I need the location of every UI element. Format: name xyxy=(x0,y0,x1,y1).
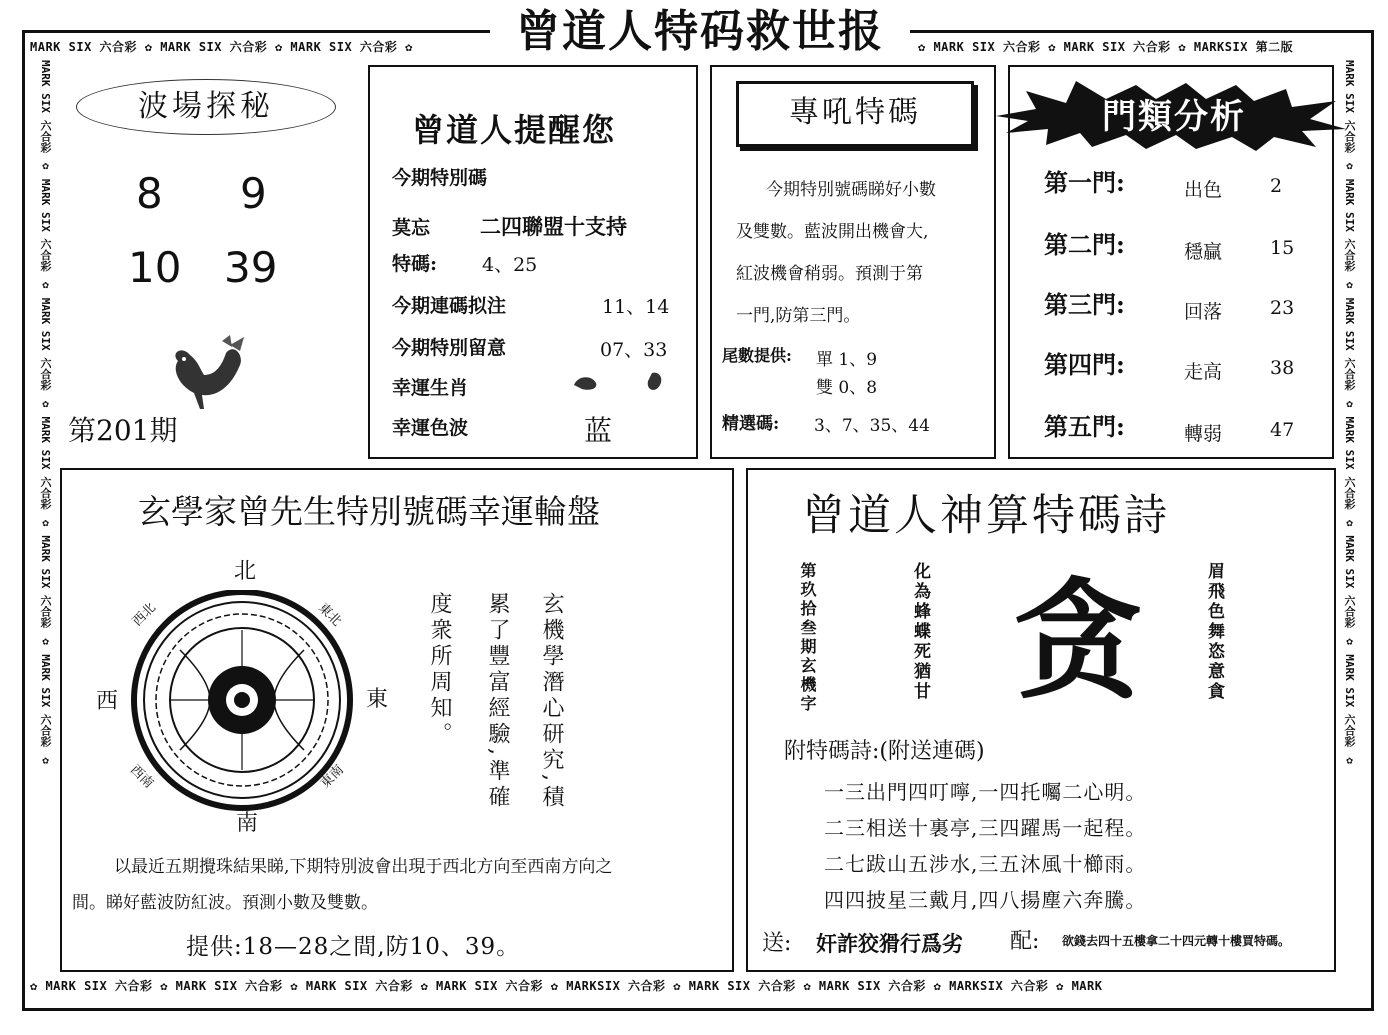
door-num-2: 15 xyxy=(1270,237,1295,259)
reminder-value-2: 二四聯盟十支持 xyxy=(480,214,627,239)
door-word-5: 轉弱 xyxy=(1184,423,1223,445)
rooster-icon xyxy=(160,335,250,420)
door-label-3: 第三門: xyxy=(1044,290,1125,319)
door-label-1: 第一門: xyxy=(1044,168,1125,197)
poem-line-3: 二七跋山五涉水,三五沐風十櫛雨。 xyxy=(824,852,1147,876)
number-9: 9 xyxy=(240,169,267,218)
reminder-value-4: 11、14 xyxy=(602,296,670,318)
special-code-line-3: 紅波機會稍弱。預測于第 xyxy=(736,264,923,284)
door-label-2: 第二門: xyxy=(1044,230,1125,259)
pei-text: 欲錢去四十五樓拿二十四元轉十樓買特碼。 xyxy=(1062,934,1291,948)
reminder-label-7: 幸運色波 xyxy=(392,417,469,439)
wheel-text-col-2: 累了豐富經驗,準確 xyxy=(485,592,510,811)
door-word-2: 穩贏 xyxy=(1184,241,1223,263)
right-border-band: MARK SIX 六合彩 ✿ MARK SIX 六合彩 ✿ MARK SIX 六合彩 ✿ MARK SIX 六合彩 ✿ MARK SIX 六合彩 ✿ MARK SIX 六合彩 ✿ xyxy=(1343,60,1356,767)
reminder-label-6: 幸運生肖 xyxy=(392,377,469,399)
door-num-5: 47 xyxy=(1270,419,1295,441)
poem-line-2: 二三相送十裏亭,三四躍馬一起程。 xyxy=(824,816,1147,840)
direction-west: 西 xyxy=(96,689,119,714)
poem-panel xyxy=(746,468,1336,972)
door-num-4: 38 xyxy=(1270,357,1295,379)
number-39: 39 xyxy=(224,243,278,292)
door-num-1: 2 xyxy=(1270,175,1283,197)
direction-north: 北 xyxy=(234,559,257,584)
number-8: 8 xyxy=(136,169,163,218)
door-label-4: 第四門: xyxy=(1044,350,1125,379)
reminder-label-5: 今期特別留意 xyxy=(392,337,507,359)
poem-vertical-col-3: 眉飛色舞恣意貪 xyxy=(1204,562,1224,702)
door-word-3: 回落 xyxy=(1184,301,1223,323)
lucky-wheel-title: 玄學家曾先生特別號碼幸運輪盤 xyxy=(138,492,600,531)
special-code-line-2: 及雙數。藍波開出機會大, xyxy=(736,222,929,242)
tail-number-label: 尾數提供: xyxy=(722,346,792,365)
send-label: 送: xyxy=(762,931,792,956)
door-analysis-panel xyxy=(1008,65,1334,459)
direction-southwest: 西南 xyxy=(127,762,157,792)
door-word-1: 出色 xyxy=(1184,179,1223,201)
door-analysis-title: 門類分析 xyxy=(1102,97,1246,137)
direction-southeast: 東南 xyxy=(317,762,347,792)
picks-value: 3、7、35、44 xyxy=(814,416,930,436)
wheel-text-col-1: 玄機學潛心研究,積 xyxy=(539,592,564,811)
wheel-desc-line-2: 間。睇好藍波防紅波。預測小數及雙數。 xyxy=(72,893,378,913)
direction-northeast: 東北 xyxy=(315,600,345,630)
door-num-3: 23 xyxy=(1270,297,1295,319)
wheel-text-col-3: 度衆所周知。 xyxy=(427,592,452,748)
lucky-wheel-panel xyxy=(60,468,734,972)
reminder-label-4: 今期連碼拟注 xyxy=(392,295,507,317)
send-text: 奸詐狡猾行爲劣 xyxy=(816,931,963,956)
picks-label: 精選碼: xyxy=(722,414,780,434)
special-code-line-1: 今期特別號碼睇好小數 xyxy=(766,180,936,200)
special-code-line-4: 一門,防第三門。 xyxy=(736,306,861,326)
poem-line-4: 四四披星三戴月,四八揚塵六奔騰。 xyxy=(824,888,1147,912)
direction-south: 南 xyxy=(236,811,259,836)
poem-big-character: 贪 xyxy=(1012,564,1143,717)
issue-number: 第201期 xyxy=(68,414,178,447)
door-label-5: 第五門: xyxy=(1044,412,1125,441)
reminder-title: 曾道人提醒您 xyxy=(412,111,617,149)
left-border-band: MARK SIX 六合彩 ✿ MARK SIX 六合彩 ✿ MARK SIX 六合彩 ✿ MARK SIX 六合彩 ✿ MARK SIX 六合彩 ✿ MARK SIX 六合彩 ✿ xyxy=(39,60,52,767)
reminder-panel xyxy=(368,65,698,459)
wheel-provide: 提供:18—28之間,防10、39。 xyxy=(186,934,521,960)
reminder-value-7: 蓝 xyxy=(584,414,613,447)
reminder-value-5: 07、33 xyxy=(600,339,668,361)
tail-number-odd: 單 1、9 xyxy=(816,350,878,370)
poem-title: 曾道人神算特碼詩 xyxy=(802,491,1170,541)
reminder-value-3: 4、25 xyxy=(482,254,538,276)
poem-vertical-col-1: 第玖拾叁期玄機字 xyxy=(798,562,817,714)
poem-vertical-col-2: 化為蜂蝶死猶甘 xyxy=(910,562,930,702)
poem-line-1: 一三出門四叮嚀,一四托囑二心明。 xyxy=(824,780,1147,804)
door-word-4: 走高 xyxy=(1184,361,1223,383)
top-border-band-left: MARK SIX 六合彩 ✿ MARK SIX 六合彩 ✿ MARK SIX 六合彩 ✿ xyxy=(30,40,413,54)
reminder-label-3: 特碼: xyxy=(392,253,438,275)
direction-east: 東 xyxy=(366,687,389,712)
wave-field-title: 波場探秘 xyxy=(76,79,336,135)
special-code-panel xyxy=(710,65,996,459)
tail-number-even: 雙 0、8 xyxy=(816,378,878,398)
top-border-band-right: ✿ MARK SIX 六合彩 ✿ MARK SIX 六合彩 ✿ MARKSIX 第二版 xyxy=(918,40,1294,54)
wheel-desc-line-1: 以最近五期攪珠結果睇,下期特別波會出現于西北方向至西南方向之 xyxy=(114,857,613,877)
reminder-label-1: 今期特別碼 xyxy=(392,167,488,189)
special-code-title: 專吼特碼 xyxy=(736,81,974,147)
bottom-border-band: ✿ MARK SIX 六合彩 ✿ MARK SIX 六合彩 ✿ MARK SIX 六合彩 ✿ MARK SIX 六合彩 ✿ MARKSIX 六合彩 ✿ MARK SIX 六合彩 ✿ MARK SIX 六合彩 ✿ MARKSIX 六合彩 ✿ MARK xyxy=(30,979,1103,993)
wave-field-panel xyxy=(60,65,352,455)
zodiac-animal-icons xyxy=(570,367,670,395)
direction-northwest: 西北 xyxy=(129,600,159,630)
poem-label: 附特碼詩:(附送連碼) xyxy=(784,739,985,764)
pei-label: 配: xyxy=(1010,929,1040,954)
reminder-label-2: 莫忘 xyxy=(392,217,431,239)
number-10: 10 xyxy=(128,243,182,292)
masthead-title: 曾道人特码救世报 xyxy=(490,2,910,62)
